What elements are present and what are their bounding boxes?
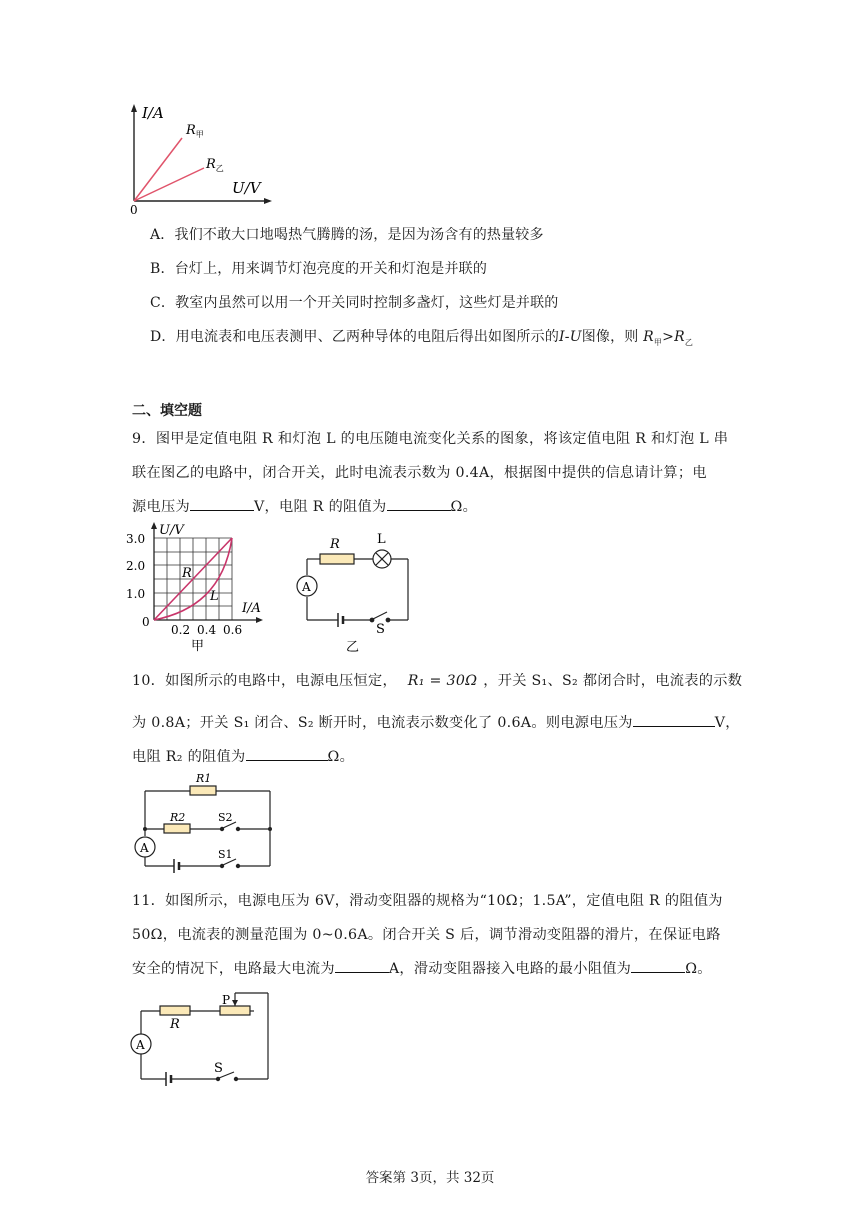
jia-y-label: U/V xyxy=(159,523,184,538)
q10-line2-text: 为 0.8A；开关 S₁ 闭合、S₂ 断开时，电流表示数变化了 0.6A。则电源电压为 xyxy=(132,715,633,731)
iu-x-label: U/V xyxy=(232,179,261,197)
iu-label-rjia: $R_甲$ xyxy=(186,123,204,139)
option-b: B．台灯上，用来调节灯泡亮度的开关和灯泡是并联的 xyxy=(150,261,488,277)
q11-line3-b: A，滑动变阻器接入电路的最小阻值为 xyxy=(388,961,632,977)
q9-line3-a: 源电压为 xyxy=(132,499,190,515)
yi-resistor-label: R xyxy=(330,537,340,552)
option-d-gt: > xyxy=(662,329,675,345)
q10-s2-label: S2 xyxy=(218,811,233,824)
q9-fig-yi xyxy=(290,530,420,656)
section-title: 二、填空题 xyxy=(132,403,202,419)
q10-blank-resistance[interactable] xyxy=(246,746,328,761)
q10-line2-end: V， xyxy=(714,715,740,731)
q10-line3-a: 电阻 R₂ 的阻值为 xyxy=(132,749,246,765)
page-footer: 答案第 3页，共 32页 xyxy=(365,1170,495,1186)
q10-formula: R₁ = 30Ω xyxy=(407,673,478,689)
q10-r1-label: R1 xyxy=(196,772,212,785)
yi-lamp-label: L xyxy=(377,532,386,547)
q11-line3-a: 安全的情况下，电路最大电流为 xyxy=(132,961,335,977)
q9-line1: 9．图甲是定值电阻 R 和灯泡 L 的电压随电流变化关系的图象，将该定值电阻 R 和灯泡 L 串 xyxy=(132,431,729,447)
jia-label-l: L xyxy=(210,589,219,604)
q11-line3 xyxy=(132,958,712,978)
q10-line3-b: Ω。 xyxy=(327,749,355,765)
jia-ytick-2: 2.0 xyxy=(126,559,146,573)
option-d-prefix: D．用电流表和电压表测甲、乙两种导体的电阻后得出如图所示的 xyxy=(150,329,560,345)
q10-r2-label: R2 xyxy=(170,811,186,824)
q9-blank-voltage[interactable] xyxy=(190,496,254,511)
q10-ammeter-label: A xyxy=(140,841,149,855)
q10-line2 xyxy=(132,712,740,732)
jia-ytick-1: 1.0 xyxy=(126,587,146,601)
q11-circuit xyxy=(128,986,278,1088)
q11-switch-label: S xyxy=(214,1061,223,1076)
yi-ammeter-label: A xyxy=(302,580,311,594)
option-d-sub1: 甲 xyxy=(653,337,663,347)
yi-caption: 乙 xyxy=(346,640,360,655)
q11-r-label: R xyxy=(170,1017,180,1032)
q10-line3 xyxy=(132,746,354,766)
jia-caption: 甲 xyxy=(191,639,205,654)
iu-origin: 0 xyxy=(130,203,138,216)
iu-label-ryi: $R_乙$ xyxy=(206,157,224,173)
jia-label-r: R xyxy=(182,566,192,581)
q9-blank-resistance[interactable] xyxy=(387,496,451,511)
q10-s1-label: S1 xyxy=(218,848,233,861)
option-d-r2: R xyxy=(674,329,685,345)
q10-circuit xyxy=(130,770,280,876)
q10-line1-b: ，开关 S₁、S₂ 都闭合时，电流表的示数 xyxy=(483,673,743,689)
iu-graph xyxy=(118,98,278,216)
option-d-r1: R xyxy=(643,329,654,345)
jia-xtick-04: 0.4 xyxy=(197,623,217,637)
q11-blank-resistance[interactable] xyxy=(631,958,685,973)
jia-xtick-02: 0.2 xyxy=(171,623,191,637)
jia-ytick-3: 3.0 xyxy=(126,532,146,546)
q11-blank-current[interactable] xyxy=(335,958,389,973)
option-d-mid: 图像，则 xyxy=(581,329,639,345)
jia-xtick-06: 0.6 xyxy=(223,623,243,637)
q11-p-label: P xyxy=(222,993,231,1007)
q9-line3-b: V，电阻 R 的阻值为 xyxy=(253,499,387,515)
q11-line2: 50Ω，电流表的测量范围为 0~0.6A。闭合开关 S 后，调节滑动变阻器的滑片，在保证电路 xyxy=(132,927,721,943)
option-d-graph: I-U xyxy=(559,329,582,345)
q9-fig-jia xyxy=(124,520,274,654)
option-c: C．教室内虽然可以用一个开关同时控制多盏灯，这些灯是并联的 xyxy=(150,295,559,311)
q9-line3-c: Ω。 xyxy=(450,499,478,515)
q11-line3-c: Ω。 xyxy=(685,961,712,977)
q9-line3 xyxy=(132,496,477,516)
iu-y-label: I/A xyxy=(142,104,164,122)
jia-ytick-0: 0 xyxy=(142,615,150,629)
r-yi-line xyxy=(134,168,204,201)
jia-x-label: I/A xyxy=(242,601,261,616)
q10-line1 xyxy=(132,670,742,690)
yi-switch-label: S xyxy=(376,622,385,637)
q9-line2: 联在图乙的电路中，闭合开关，此时电流表示数为 0.4A，根据图中提供的信息请计算；电 xyxy=(132,465,707,481)
option-d xyxy=(150,326,693,348)
option-d-sub2: 乙 xyxy=(684,337,694,347)
q11-ammeter-label: A xyxy=(136,1038,145,1052)
q10-blank-voltage[interactable] xyxy=(633,712,715,727)
q11-line1: 11．如图所示，电源电压为 6V，滑动变阻器的规格为“10Ω；1.5A”，定值电阻 R 的阻值为 xyxy=(132,893,723,909)
option-a: A．我们不敢大口地喝热气腾腾的汤，是因为汤含有的热量较多 xyxy=(150,227,544,243)
q10-line1-a: 10．如图所示的电路中，电源电压恒定， xyxy=(132,673,397,689)
r-jia-line xyxy=(134,138,182,201)
